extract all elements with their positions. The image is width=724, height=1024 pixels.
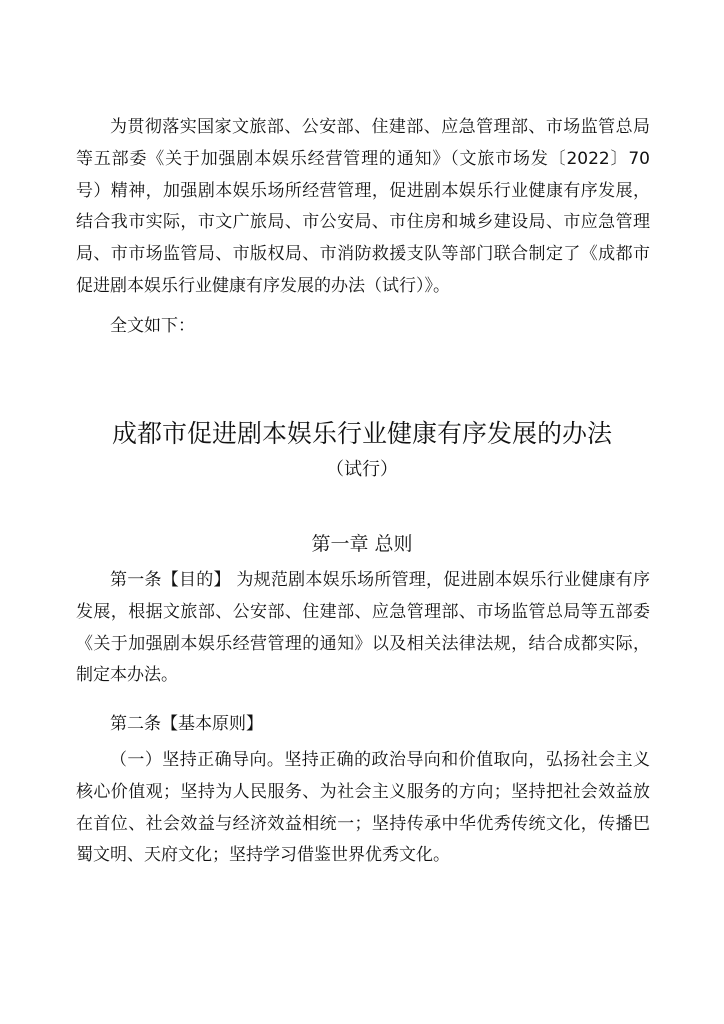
full-text-label: 全文如下： [110, 316, 195, 336]
document-subtitle: （试行） [326, 459, 398, 480]
principle-1: （一）坚持正确导向。坚持正确的政治导向和价值取向，弘扬社会主义核心价值观；坚持为人民服务、为社会主义服务的方向；坚持把社会效益放在首位、社会效益与经济效益相统一；坚持传承中华优秀传统文化，传播巴蜀文明、天府文化；坚持学习借鉴世界优秀文化。 [76, 750, 650, 866]
article-1: 第一条【目的】 为规范剧本娱乐场所管理，促进剧本娱乐行业健康有序发展，根据文旅部、公安部、住建部、应急管理部、市场监管总局等五部委《关于加强剧本娱乐经营管理的通知》以及相关法律法规，结合成都实际，制定本办法。 [76, 570, 650, 686]
intro-paragraph: 为贯彻落实国家文旅部、公安部、住建部、应急管理部、市场监管总局等五部委《关于加强剧本娱乐经营管理的通知》（文旅市场发〔2022〕70号）精神，加强剧本娱乐场所经营管理，促进剧本娱乐行业健康有序发展，结合我市实际，市文广旅局、市公安局、市住房和城乡建设局、市应急管理局、市市场监管局、市版权局、市消防救援支队等部门联合制定了《成都市促进剧本娱乐行业健康有序发展的办法（试行）》。 [76, 117, 650, 296]
document-title: 成都市促进剧本娱乐行业健康有序发展的办法 [111, 419, 612, 448]
article-2-heading: 第二条【基本原则】 [110, 714, 263, 734]
chapter-heading: 第一章 总则 [311, 533, 413, 555]
